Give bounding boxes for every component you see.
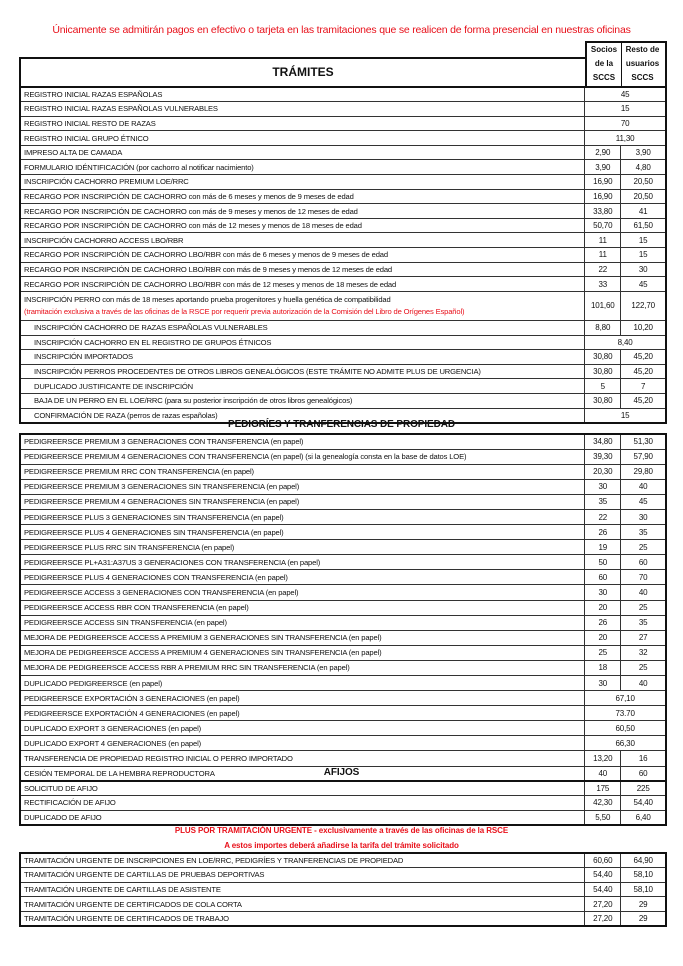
tramite-name: TRAMITACIÓN URGENTE DE CERTIFICADOS DE TRABAJO bbox=[24, 913, 229, 923]
price-both: 15 bbox=[585, 102, 666, 117]
tramite-label bbox=[20, 766, 585, 781]
price-socios: 26 bbox=[585, 615, 621, 630]
tramite-name: BAJA DE UN PERRO EN EL LOE/RRC (para su posterior inscripción de otros libros genealógicos) bbox=[34, 396, 353, 406]
price-socios: 30,80 bbox=[585, 393, 621, 408]
price-socios: 54,40 bbox=[585, 882, 621, 897]
price-socios: 27,20 bbox=[585, 911, 621, 926]
tramite-name: CESIÓN TEMPORAL DE LA HEMBRA REPRODUCTORA bbox=[24, 768, 215, 778]
table-row bbox=[20, 706, 666, 721]
tramite-name: CONFIRMACIÓN DE RAZA (perros de razas españolas) bbox=[34, 410, 218, 420]
tramite-name: TRAMITACIÓN URGENTE DE CARTILLAS DE ASISTENTE bbox=[24, 884, 221, 894]
tramite-label bbox=[20, 540, 585, 555]
price-both: 60,50 bbox=[585, 721, 666, 736]
price-both: 66,30 bbox=[585, 736, 666, 751]
price-socios: 101,60 bbox=[585, 291, 621, 320]
tramite-name: DUPLICADO EXPORT 3 GENERACIONES (en papel) bbox=[24, 723, 201, 733]
tramite-name: PEDIGREERSCE PLUS 4 GENERACIONES SIN TRANSFERENCIA (en papel) bbox=[24, 527, 284, 537]
tramite-name: PEDIGREERSCE PL+A31:A37US 3 GENERACIONES CON TRANSFERENCIA (en papel) bbox=[24, 557, 321, 567]
table-row bbox=[20, 160, 666, 175]
tramite-label bbox=[20, 131, 585, 146]
price-socios: 33 bbox=[585, 277, 621, 292]
tramite-label bbox=[20, 277, 585, 292]
tramite-name: RECARGO POR INSCRIPCIÓN DE CACHORRO LBO/RBR con más de 12 meses y menos de 18 meses de edad bbox=[24, 279, 397, 289]
price-socios: 2,90 bbox=[585, 145, 621, 160]
price-resto: 29 bbox=[621, 911, 666, 926]
tramite-label bbox=[20, 434, 585, 449]
tramite-name: IMPRESO ALTA DE CAMADA bbox=[24, 148, 123, 158]
price-socios: 25 bbox=[585, 645, 621, 660]
price-socios: 39,30 bbox=[585, 449, 621, 464]
tramite-name: PEDIGREERSCE ACCESS 3 GENERACIONES CON TRANSFERENCIA (en papel) bbox=[24, 587, 299, 597]
tramite-label bbox=[20, 291, 585, 320]
tramite-label bbox=[20, 796, 585, 811]
price-socios: 30 bbox=[585, 585, 621, 600]
tramite-label bbox=[20, 721, 585, 736]
price-resto: 4,80 bbox=[621, 160, 666, 175]
price-resto: 27 bbox=[621, 630, 666, 645]
tramite-label bbox=[20, 321, 585, 336]
tramite-name: MEJORA DE PEDIGREERSCE ACCESS A PREMIUM 4 GENERACIONES SIN TRANSFERENCIA (en papel) bbox=[24, 648, 382, 658]
price-resto: 10,20 bbox=[621, 321, 666, 336]
tramites-table bbox=[19, 86, 667, 424]
price-resto: 61,50 bbox=[621, 218, 666, 233]
tramite-label bbox=[20, 233, 585, 248]
price-socios: 5 bbox=[585, 379, 621, 394]
price-resto: 25 bbox=[621, 600, 666, 615]
table-row bbox=[20, 479, 666, 494]
tramite-name: REGISTRO INICIAL RAZAS ESPAÑOLAS VULNERABLES bbox=[24, 104, 218, 114]
table-row bbox=[20, 615, 666, 630]
tramite-name: PEDIGREERSCE PLUS RRC SIN TRANSFERENCIA (en papel) bbox=[24, 542, 235, 552]
price-both: 73.70 bbox=[585, 706, 666, 721]
price-resto: 122,70 bbox=[621, 291, 666, 320]
table-row bbox=[20, 393, 666, 408]
price-resto: 40 bbox=[621, 585, 666, 600]
tramite-label bbox=[20, 379, 585, 394]
resto-header-line: Resto de bbox=[625, 45, 660, 54]
table-row bbox=[20, 570, 666, 585]
price-socios: 13,20 bbox=[585, 751, 621, 766]
tramite-label bbox=[20, 810, 585, 825]
price-socios: 30,80 bbox=[585, 350, 621, 365]
socios-header bbox=[585, 41, 622, 88]
price-socios: 30,80 bbox=[585, 364, 621, 379]
tramite-label bbox=[20, 676, 585, 691]
price-resto: 45,20 bbox=[621, 350, 666, 365]
table-row bbox=[20, 277, 666, 292]
tramite-label bbox=[20, 87, 585, 102]
tramite-name: INSCRIPCIÓN CACHORRO ACCESS LBO/RBR bbox=[24, 235, 184, 245]
table-row bbox=[20, 87, 666, 102]
table-row bbox=[20, 766, 666, 781]
tramite-name: RECARGO POR INSCRIPCIÓN DE CACHORRO LBO/RBR con más de 9 meses y menos de 12 meses de edad bbox=[24, 264, 393, 274]
tramite-name: PEDIGREERSCE PREMIUM 3 GENERACIONES SIN TRANSFERENCIA (en papel) bbox=[24, 482, 300, 492]
table-row bbox=[20, 248, 666, 263]
tramite-name: RECARGO POR INSCRIPCIÓN DE CACHORRO con más de 12 meses y menos de 18 meses de edad bbox=[24, 221, 362, 231]
table-row bbox=[20, 796, 666, 811]
price-socios: 16,90 bbox=[585, 189, 621, 204]
price-both: 67,10 bbox=[585, 691, 666, 706]
tramite-label bbox=[20, 218, 585, 233]
price-resto: 51,30 bbox=[621, 434, 666, 449]
socios-header-line: Socios bbox=[590, 45, 618, 54]
tramite-name: DUPLICADO EXPORT 4 GENERACIONES (en papel) bbox=[24, 738, 201, 748]
price-resto: 45,20 bbox=[621, 393, 666, 408]
table-row bbox=[20, 189, 666, 204]
price-socios: 26 bbox=[585, 525, 621, 540]
price-resto: 25 bbox=[621, 660, 666, 675]
price-socios: 22 bbox=[585, 509, 621, 524]
price-resto: 41 bbox=[621, 204, 666, 219]
price-socios: 19 bbox=[585, 540, 621, 555]
tramite-name: MEJORA DE PEDIGREERSCE ACCESS RBR A PREMIUM RRC SIN TRANSFERENCIA (en papel) bbox=[24, 663, 350, 673]
tramite-label bbox=[20, 364, 585, 379]
tramite-name: TRAMITACIÓN URGENTE DE CARTILLAS DE PRUEBAS DEPORTIVAS bbox=[24, 870, 265, 880]
table-row bbox=[20, 882, 666, 897]
price-resto: 30 bbox=[621, 262, 666, 277]
price-resto: 54,40 bbox=[621, 796, 666, 811]
tramite-name: FORMULARIO IDÉNTIFICACIÓN (por cachorro al notificar nacimiento) bbox=[24, 162, 254, 172]
tramite-label bbox=[20, 175, 585, 190]
price-resto: 57,90 bbox=[621, 449, 666, 464]
price-socios: 54,40 bbox=[585, 868, 621, 883]
table-row bbox=[20, 218, 666, 233]
tramite-name: REGISTRO INICIAL GRUPO ÉTNICO bbox=[24, 133, 149, 143]
resto-header-line: usuarios bbox=[625, 59, 660, 68]
price-socios: 20 bbox=[585, 630, 621, 645]
table-row bbox=[20, 676, 666, 691]
table-row bbox=[20, 145, 666, 160]
table-row bbox=[20, 660, 666, 675]
tramite-name: PEDIGREERSCE ACCESS SIN TRANSFERENCIA (en papel) bbox=[24, 618, 227, 628]
table-row bbox=[20, 321, 666, 336]
resto-header-line: SCCS bbox=[631, 73, 654, 82]
tramite-label bbox=[20, 570, 585, 585]
tramite-name: PEDIGREERSCE PLUS 3 GENERACIONES SIN TRANSFERENCIA (en papel) bbox=[24, 512, 284, 522]
price-socios: 3,90 bbox=[585, 160, 621, 175]
table-row bbox=[20, 364, 666, 379]
price-socios: 50,70 bbox=[585, 218, 621, 233]
tramite-label bbox=[20, 189, 585, 204]
price-resto: 40 bbox=[621, 676, 666, 691]
tramite-name: PEDIGREERSCE EXPORTACIÓN 4 GENERACIONES (en papel) bbox=[24, 708, 240, 718]
price-socios: 40 bbox=[585, 766, 621, 781]
socios-header-line: de la bbox=[594, 59, 614, 68]
price-socios: 16,90 bbox=[585, 175, 621, 190]
price-resto: 64,90 bbox=[621, 853, 666, 868]
table-row bbox=[20, 464, 666, 479]
tramite-name: INSCRIPCIÓN PERROS PROCEDENTES DE OTROS LIBROS GENEALÓGICOS (ESTE TRÁMITE NO ADMITE PLUS DE URGENCIA) bbox=[34, 367, 481, 377]
price-resto: 58,10 bbox=[621, 868, 666, 883]
price-both: 11,30 bbox=[585, 131, 666, 146]
price-socios: 50 bbox=[585, 555, 621, 570]
table-row bbox=[20, 585, 666, 600]
table-row bbox=[20, 408, 666, 423]
urgent-note-2: A estos importes deberá añadirse la tarifa del trámite solicitado bbox=[224, 841, 459, 850]
price-resto: 29 bbox=[621, 897, 666, 912]
price-resto: 6,40 bbox=[621, 810, 666, 825]
tramite-name: INSCRIPCIÓN CACHORRO PREMIUM LOE/RRC bbox=[24, 177, 189, 187]
tramite-label bbox=[20, 868, 585, 883]
price-socios: 34,80 bbox=[585, 434, 621, 449]
table-row bbox=[20, 116, 666, 131]
tramite-label bbox=[20, 160, 585, 175]
table-row bbox=[20, 204, 666, 219]
price-resto: 35 bbox=[621, 525, 666, 540]
price-resto: 15 bbox=[621, 248, 666, 263]
tramite-label bbox=[20, 116, 585, 131]
table-row bbox=[20, 897, 666, 912]
tramite-name: DUPLICADO JUSTIFICANTE DE INSCRIPCIÓN bbox=[34, 381, 193, 391]
tramite-label bbox=[20, 911, 585, 926]
tramite-label bbox=[20, 585, 585, 600]
table-row bbox=[20, 721, 666, 736]
section-title-afijos: AFIJOS bbox=[323, 767, 360, 778]
price-resto: 20,50 bbox=[621, 175, 666, 190]
tramite-label bbox=[20, 691, 585, 706]
section-title-pedigries: PEDIGRÍES Y TRANFERENCIAS DE PROPIEDAD bbox=[228, 419, 455, 430]
price-resto: 225 bbox=[621, 781, 666, 796]
tramite-label bbox=[20, 660, 585, 675]
tramite-label bbox=[20, 645, 585, 660]
table-row bbox=[20, 102, 666, 117]
price-socios: 11 bbox=[585, 233, 621, 248]
tramite-name: INSCRIPCIÓN CACHORRO DE RAZAS ESPAÑOLAS VULNERABLES bbox=[34, 323, 268, 333]
price-socios: 30 bbox=[585, 479, 621, 494]
tramite-label bbox=[20, 145, 585, 160]
price-resto: 16 bbox=[621, 751, 666, 766]
tramite-label bbox=[20, 335, 585, 350]
price-resto: 25 bbox=[621, 540, 666, 555]
table-row bbox=[20, 540, 666, 555]
tramite-label bbox=[20, 262, 585, 277]
price-resto: 20,50 bbox=[621, 189, 666, 204]
table-row bbox=[20, 691, 666, 706]
price-resto: 60 bbox=[621, 555, 666, 570]
table-row bbox=[20, 509, 666, 524]
table-row bbox=[20, 262, 666, 277]
price-socios: 30 bbox=[585, 676, 621, 691]
price-resto: 45 bbox=[621, 277, 666, 292]
tramite-name: REGISTRO INICIAL RESTO DE RAZAS bbox=[24, 118, 156, 128]
tramite-label bbox=[20, 449, 585, 464]
payment-notice: Únicamente se admitirán pagos en efectivo o tarjeta en las tramitaciones que se realicen de forma presencial en nuestras oficinas bbox=[52, 24, 631, 36]
table-row bbox=[20, 291, 666, 320]
tramite-name: RECARGO POR INSCRIPCIÓN DE CACHORRO LBO/RBR con más de 6 meses y menos de 9 meses de edad bbox=[24, 250, 388, 260]
tramite-label bbox=[20, 736, 585, 751]
table-row bbox=[20, 175, 666, 190]
tramite-label bbox=[20, 509, 585, 524]
resto-header bbox=[620, 41, 667, 88]
table-row bbox=[20, 449, 666, 464]
tramite-name: RECTIFICACIÓN DE AFIJO bbox=[24, 798, 116, 808]
table-row bbox=[20, 131, 666, 146]
tramite-name: PEDIGREERSCE PREMIUM 4 GENERACIONES SIN TRANSFERENCIA (en papel) bbox=[24, 497, 300, 507]
tramites-header: TRÁMITES bbox=[19, 57, 585, 88]
price-resto: 45 bbox=[621, 494, 666, 509]
table-row bbox=[20, 600, 666, 615]
tramite-name: TRANSFERENCIA DE PROPIEDAD REGISTRO INICIAL O PERRO IMPORTADO bbox=[24, 754, 293, 764]
price-resto: 3,90 bbox=[621, 145, 666, 160]
price-socios: 35 bbox=[585, 494, 621, 509]
price-socios: 60,60 bbox=[585, 853, 621, 868]
table-row bbox=[20, 350, 666, 365]
tramite-name: PEDIGREERSCE PREMIUM 4 GENERACIONES CON TRANSFERENCIA (en papel) (si la genealogía consta en la base de datos LOE) bbox=[24, 452, 467, 462]
tramite-name: INSCRIPCIÓN IMPORTADOS bbox=[34, 352, 133, 362]
price-resto: 29,80 bbox=[621, 464, 666, 479]
price-socios: 8,80 bbox=[585, 321, 621, 336]
price-resto: 15 bbox=[621, 233, 666, 248]
price-socios: 42,30 bbox=[585, 796, 621, 811]
price-resto: 70 bbox=[621, 570, 666, 585]
tramite-label bbox=[20, 897, 585, 912]
urgent-note: PLUS POR TRAMITACIÓN URGENTE - exclusivamente a través de las oficinas de la RSCE bbox=[174, 826, 509, 835]
tramite-name: PEDIGREERSCE PREMIUM 3 GENERACIONES CON TRANSFERENCIA (en papel) bbox=[24, 437, 304, 447]
tramite-name: PEDIGREERSCE PLUS 4 GENERACIONES CON TRANSFERENCIA (en papel) bbox=[24, 572, 288, 582]
tramite-label bbox=[20, 853, 585, 868]
tramite-label bbox=[20, 408, 585, 423]
tramite-name: PEDIGREERSCE EXPORTACIÓN 3 GENERACIONES (en papel) bbox=[24, 693, 240, 703]
tramite-label bbox=[20, 393, 585, 408]
tramite-label bbox=[20, 102, 585, 117]
pedigries-table bbox=[19, 433, 667, 782]
price-both: 15 bbox=[585, 408, 666, 423]
price-socios: 175 bbox=[585, 781, 621, 796]
tramite-label bbox=[20, 600, 585, 615]
price-socios: 60 bbox=[585, 570, 621, 585]
price-resto: 30 bbox=[621, 509, 666, 524]
table-header bbox=[19, 41, 667, 87]
price-both: 70 bbox=[585, 116, 666, 131]
price-resto: 45,20 bbox=[621, 364, 666, 379]
tramite-label bbox=[20, 615, 585, 630]
tramite-label bbox=[20, 781, 585, 796]
price-both: 45 bbox=[585, 87, 666, 102]
price-socios: 22 bbox=[585, 262, 621, 277]
table-row bbox=[20, 434, 666, 449]
price-resto: 35 bbox=[621, 615, 666, 630]
price-socios: 20,30 bbox=[585, 464, 621, 479]
table-row bbox=[20, 911, 666, 926]
tramite-note: (tramitación exclusiva a través de las oficinas de la RSCE por requerir previa autorización de la Comisión del Libro de Orígenes Español) bbox=[24, 307, 465, 317]
table-row bbox=[20, 630, 666, 645]
tramite-label bbox=[20, 630, 585, 645]
table-row bbox=[20, 853, 666, 868]
price-socios: 27,20 bbox=[585, 897, 621, 912]
price-socios: 5,50 bbox=[585, 810, 621, 825]
table-row bbox=[20, 645, 666, 660]
tramite-name: RECARGO POR INSCRIPCIÓN DE CACHORRO con más de 6 meses y menos de 9 meses de edad bbox=[24, 191, 354, 201]
price-resto: 7 bbox=[621, 379, 666, 394]
tramite-label bbox=[20, 525, 585, 540]
tramite-name: TRAMITACIÓN URGENTE DE CERTIFICADOS DE COLA CORTA bbox=[24, 899, 242, 909]
urgent-table bbox=[19, 852, 667, 927]
table-row bbox=[20, 751, 666, 766]
tramite-label bbox=[20, 350, 585, 365]
tramite-name: RECARGO POR INSCRIPCIÓN DE CACHORRO con más de 9 meses y menos de 12 meses de edad bbox=[24, 206, 358, 216]
tramite-label bbox=[20, 751, 585, 766]
tramite-name: MEJORA DE PEDIGREERSCE ACCESS A PREMIUM 3 GENERACIONES SIN TRANSFERENCIA (en papel) bbox=[24, 633, 382, 643]
tramite-label bbox=[20, 555, 585, 570]
tramite-label bbox=[20, 882, 585, 897]
tramite-name: TRAMITACIÓN URGENTE DE INSCRIPCIONES EN LOE/RRC, PEDIGRÍES Y TRANFERENCIAS DE PROPIEDAD bbox=[24, 856, 404, 866]
tramite-label bbox=[20, 706, 585, 721]
tramite-label bbox=[20, 204, 585, 219]
price-socios: 11 bbox=[585, 248, 621, 263]
price-socios: 33,80 bbox=[585, 204, 621, 219]
price-resto: 40 bbox=[621, 479, 666, 494]
socios-header-line: SCCS bbox=[592, 73, 616, 82]
table-row bbox=[20, 868, 666, 883]
table-row bbox=[20, 555, 666, 570]
tramite-name: REGISTRO INICIAL RAZAS ESPAÑOLAS bbox=[24, 90, 163, 100]
price-both: 8,40 bbox=[585, 335, 666, 350]
table-row bbox=[20, 736, 666, 751]
price-socios: 20 bbox=[585, 600, 621, 615]
table-row bbox=[20, 525, 666, 540]
price-socios: 18 bbox=[585, 660, 621, 675]
table-row bbox=[20, 494, 666, 509]
table-row bbox=[20, 781, 666, 796]
price-resto: 32 bbox=[621, 645, 666, 660]
tramite-label bbox=[20, 464, 585, 479]
tramite-name: DUPLICADO DE AFIJO bbox=[24, 812, 102, 822]
tramite-name: PEDIGREERSCE ACCESS RBR CON TRANSFERENCIA (en papel) bbox=[24, 603, 249, 613]
tramite-label bbox=[20, 248, 585, 263]
table-row bbox=[20, 233, 666, 248]
price-resto: 60 bbox=[621, 766, 666, 781]
tramite-name: INSCRIPCIÓN PERRO con más de 18 meses aportando prueba progenitores y huella genética de compatibilidad bbox=[24, 295, 391, 305]
price-resto: 58,10 bbox=[621, 882, 666, 897]
tramite-name: INSCRIPCIÓN CACHORRO EN EL REGISTRO DE GRUPOS ÉTNICOS bbox=[34, 337, 272, 347]
tramite-label bbox=[20, 479, 585, 494]
tramite-label bbox=[20, 494, 585, 509]
table-row bbox=[20, 810, 666, 825]
tramite-name: DUPLICADO PEDIGREERSCE (en papel) bbox=[24, 678, 163, 688]
table-row bbox=[20, 379, 666, 394]
table-row bbox=[20, 335, 666, 350]
tramite-name: SOLICITUD DE AFIJO bbox=[24, 784, 98, 794]
tramite-name: PEDIGREERSCE PREMIUM RRC CON TRANSFERENCIA (en papel) bbox=[24, 467, 254, 477]
afijos-table bbox=[19, 780, 667, 826]
